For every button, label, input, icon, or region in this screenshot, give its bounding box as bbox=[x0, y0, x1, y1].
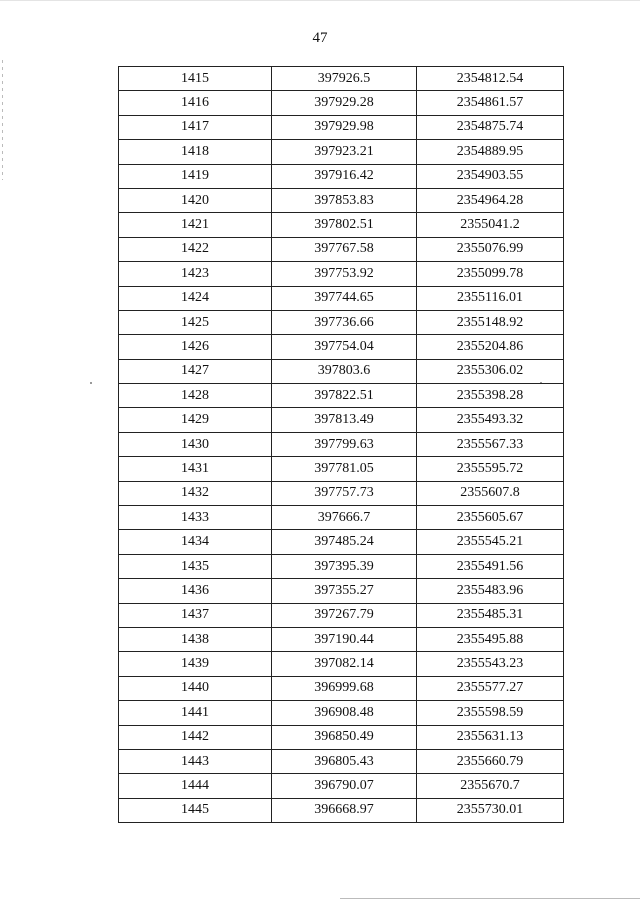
y-coordinate-cell: 2355306.02 bbox=[417, 359, 564, 383]
y-coordinate-cell: 2355577.27 bbox=[417, 676, 564, 700]
y-coordinate-cell: 2355605.67 bbox=[417, 506, 564, 530]
y-coordinate-cell: 2355148.92 bbox=[417, 310, 564, 334]
x-coordinate-cell: 397799.63 bbox=[272, 432, 417, 456]
x-coordinate-cell: 397813.49 bbox=[272, 408, 417, 432]
y-coordinate-cell: 2355485.31 bbox=[417, 603, 564, 627]
point-number-cell: 1430 bbox=[119, 432, 272, 456]
y-coordinate-cell: 2355483.96 bbox=[417, 579, 564, 603]
point-number-cell: 1416 bbox=[119, 91, 272, 115]
point-number-cell: 1417 bbox=[119, 115, 272, 139]
y-coordinate-cell: 2355491.56 bbox=[417, 554, 564, 578]
y-coordinate-cell: 2355204.86 bbox=[417, 335, 564, 359]
y-coordinate-cell: 2355041.2 bbox=[417, 213, 564, 237]
table-row bbox=[119, 188, 564, 212]
y-coordinate-cell: 2354861.57 bbox=[417, 91, 564, 115]
y-coordinate-cell: 2354875.74 bbox=[417, 115, 564, 139]
point-number-cell: 1443 bbox=[119, 749, 272, 773]
x-coordinate-cell: 397485.24 bbox=[272, 530, 417, 554]
table-row bbox=[119, 554, 564, 578]
y-coordinate-cell: 2355660.79 bbox=[417, 749, 564, 773]
table-row bbox=[119, 774, 564, 798]
point-number-cell: 1418 bbox=[119, 140, 272, 164]
x-coordinate-cell: 397757.73 bbox=[272, 481, 417, 505]
scan-top-edge bbox=[0, 0, 640, 1]
x-coordinate-cell: 396850.49 bbox=[272, 725, 417, 749]
table-row bbox=[119, 310, 564, 334]
y-coordinate-cell: 2355398.28 bbox=[417, 384, 564, 408]
table-row bbox=[119, 262, 564, 286]
x-coordinate-cell: 396999.68 bbox=[272, 676, 417, 700]
point-number-cell: 1431 bbox=[119, 457, 272, 481]
table-row bbox=[119, 676, 564, 700]
y-coordinate-cell: 2355099.78 bbox=[417, 262, 564, 286]
point-number-cell: 1435 bbox=[119, 554, 272, 578]
point-number-cell: 1415 bbox=[119, 67, 272, 91]
point-number-cell: 1436 bbox=[119, 579, 272, 603]
x-coordinate-cell: 397802.51 bbox=[272, 213, 417, 237]
point-number-cell: 1434 bbox=[119, 530, 272, 554]
x-coordinate-cell: 397355.27 bbox=[272, 579, 417, 603]
table-row bbox=[119, 286, 564, 310]
scan-left-edge-artifact bbox=[2, 60, 3, 180]
x-coordinate-cell: 397926.5 bbox=[272, 67, 417, 91]
table-row bbox=[119, 335, 564, 359]
y-coordinate-cell: 2355631.13 bbox=[417, 725, 564, 749]
table-row bbox=[119, 140, 564, 164]
x-coordinate-cell: 397916.42 bbox=[272, 164, 417, 188]
table-row bbox=[119, 213, 564, 237]
table-row bbox=[119, 530, 564, 554]
point-number-cell: 1444 bbox=[119, 774, 272, 798]
y-coordinate-cell: 2355543.23 bbox=[417, 652, 564, 676]
coordinates-table bbox=[118, 66, 564, 823]
y-coordinate-cell: 2354812.54 bbox=[417, 67, 564, 91]
table-row bbox=[119, 91, 564, 115]
y-coordinate-cell: 2354903.55 bbox=[417, 164, 564, 188]
point-number-cell: 1425 bbox=[119, 310, 272, 334]
x-coordinate-cell: 397853.83 bbox=[272, 188, 417, 212]
point-number-cell: 1419 bbox=[119, 164, 272, 188]
point-number-cell: 1437 bbox=[119, 603, 272, 627]
table-row bbox=[119, 164, 564, 188]
y-coordinate-cell: 2355495.88 bbox=[417, 627, 564, 651]
y-coordinate-cell: 2355545.21 bbox=[417, 530, 564, 554]
x-coordinate-cell: 397767.58 bbox=[272, 237, 417, 261]
table-row bbox=[119, 115, 564, 139]
x-coordinate-cell: 397803.6 bbox=[272, 359, 417, 383]
table-row bbox=[119, 67, 564, 91]
point-number-cell: 1438 bbox=[119, 627, 272, 651]
x-coordinate-cell: 397736.66 bbox=[272, 310, 417, 334]
x-coordinate-cell: 397923.21 bbox=[272, 140, 417, 164]
y-coordinate-cell: 2355730.01 bbox=[417, 798, 564, 822]
y-coordinate-cell: 2355670.7 bbox=[417, 774, 564, 798]
x-coordinate-cell: 397190.44 bbox=[272, 627, 417, 651]
x-coordinate-cell: 396805.43 bbox=[272, 749, 417, 773]
table-row bbox=[119, 384, 564, 408]
point-number-cell: 1422 bbox=[119, 237, 272, 261]
y-coordinate-cell: 2355076.99 bbox=[417, 237, 564, 261]
point-number-cell: 1429 bbox=[119, 408, 272, 432]
table-row bbox=[119, 237, 564, 261]
table-row bbox=[119, 481, 564, 505]
x-coordinate-cell: 397744.65 bbox=[272, 286, 417, 310]
point-number-cell: 1421 bbox=[119, 213, 272, 237]
point-number-cell: 1433 bbox=[119, 506, 272, 530]
point-number-cell: 1428 bbox=[119, 384, 272, 408]
point-number-cell: 1420 bbox=[119, 188, 272, 212]
y-coordinate-cell: 2355598.59 bbox=[417, 701, 564, 725]
x-coordinate-cell: 397822.51 bbox=[272, 384, 417, 408]
point-number-cell: 1423 bbox=[119, 262, 272, 286]
x-coordinate-cell: 397929.28 bbox=[272, 91, 417, 115]
y-coordinate-cell: 2355493.32 bbox=[417, 408, 564, 432]
x-coordinate-cell: 396908.48 bbox=[272, 701, 417, 725]
page-number: 47 bbox=[312, 30, 328, 46]
x-coordinate-cell: 396668.97 bbox=[272, 798, 417, 822]
point-number-cell: 1445 bbox=[119, 798, 272, 822]
point-number-cell: 1432 bbox=[119, 481, 272, 505]
table-row bbox=[119, 701, 564, 725]
y-coordinate-cell: 2354964.28 bbox=[417, 188, 564, 212]
point-number-cell: 1440 bbox=[119, 676, 272, 700]
x-coordinate-cell: 396790.07 bbox=[272, 774, 417, 798]
table-row bbox=[119, 432, 564, 456]
point-number-cell: 1427 bbox=[119, 359, 272, 383]
point-number-cell: 1442 bbox=[119, 725, 272, 749]
point-number-cell: 1441 bbox=[119, 701, 272, 725]
x-coordinate-cell: 397929.98 bbox=[272, 115, 417, 139]
y-coordinate-cell: 2355567.33 bbox=[417, 432, 564, 456]
y-coordinate-cell: 2355607.8 bbox=[417, 481, 564, 505]
table-row bbox=[119, 359, 564, 383]
y-coordinate-cell: 2354889.95 bbox=[417, 140, 564, 164]
x-coordinate-cell: 397754.04 bbox=[272, 335, 417, 359]
point-number-cell: 1439 bbox=[119, 652, 272, 676]
table-row bbox=[119, 457, 564, 481]
table-row bbox=[119, 579, 564, 603]
table-row bbox=[119, 408, 564, 432]
scan-bottom-edge bbox=[340, 898, 640, 899]
table-row bbox=[119, 603, 564, 627]
coordinates-table-body bbox=[119, 67, 564, 823]
y-coordinate-cell: 2355116.01 bbox=[417, 286, 564, 310]
table-row bbox=[119, 749, 564, 773]
x-coordinate-cell: 397082.14 bbox=[272, 652, 417, 676]
point-number-cell: 1424 bbox=[119, 286, 272, 310]
table-row bbox=[119, 652, 564, 676]
x-coordinate-cell: 397753.92 bbox=[272, 262, 417, 286]
table-row bbox=[119, 798, 564, 822]
x-coordinate-cell: 397781.05 bbox=[272, 457, 417, 481]
table-row bbox=[119, 506, 564, 530]
x-coordinate-cell: 397666.7 bbox=[272, 506, 417, 530]
y-coordinate-cell: 2355595.72 bbox=[417, 457, 564, 481]
scan-speck bbox=[90, 382, 92, 384]
table-row bbox=[119, 627, 564, 651]
table-row bbox=[119, 725, 564, 749]
point-number-cell: 1426 bbox=[119, 335, 272, 359]
x-coordinate-cell: 397267.79 bbox=[272, 603, 417, 627]
x-coordinate-cell: 397395.39 bbox=[272, 554, 417, 578]
